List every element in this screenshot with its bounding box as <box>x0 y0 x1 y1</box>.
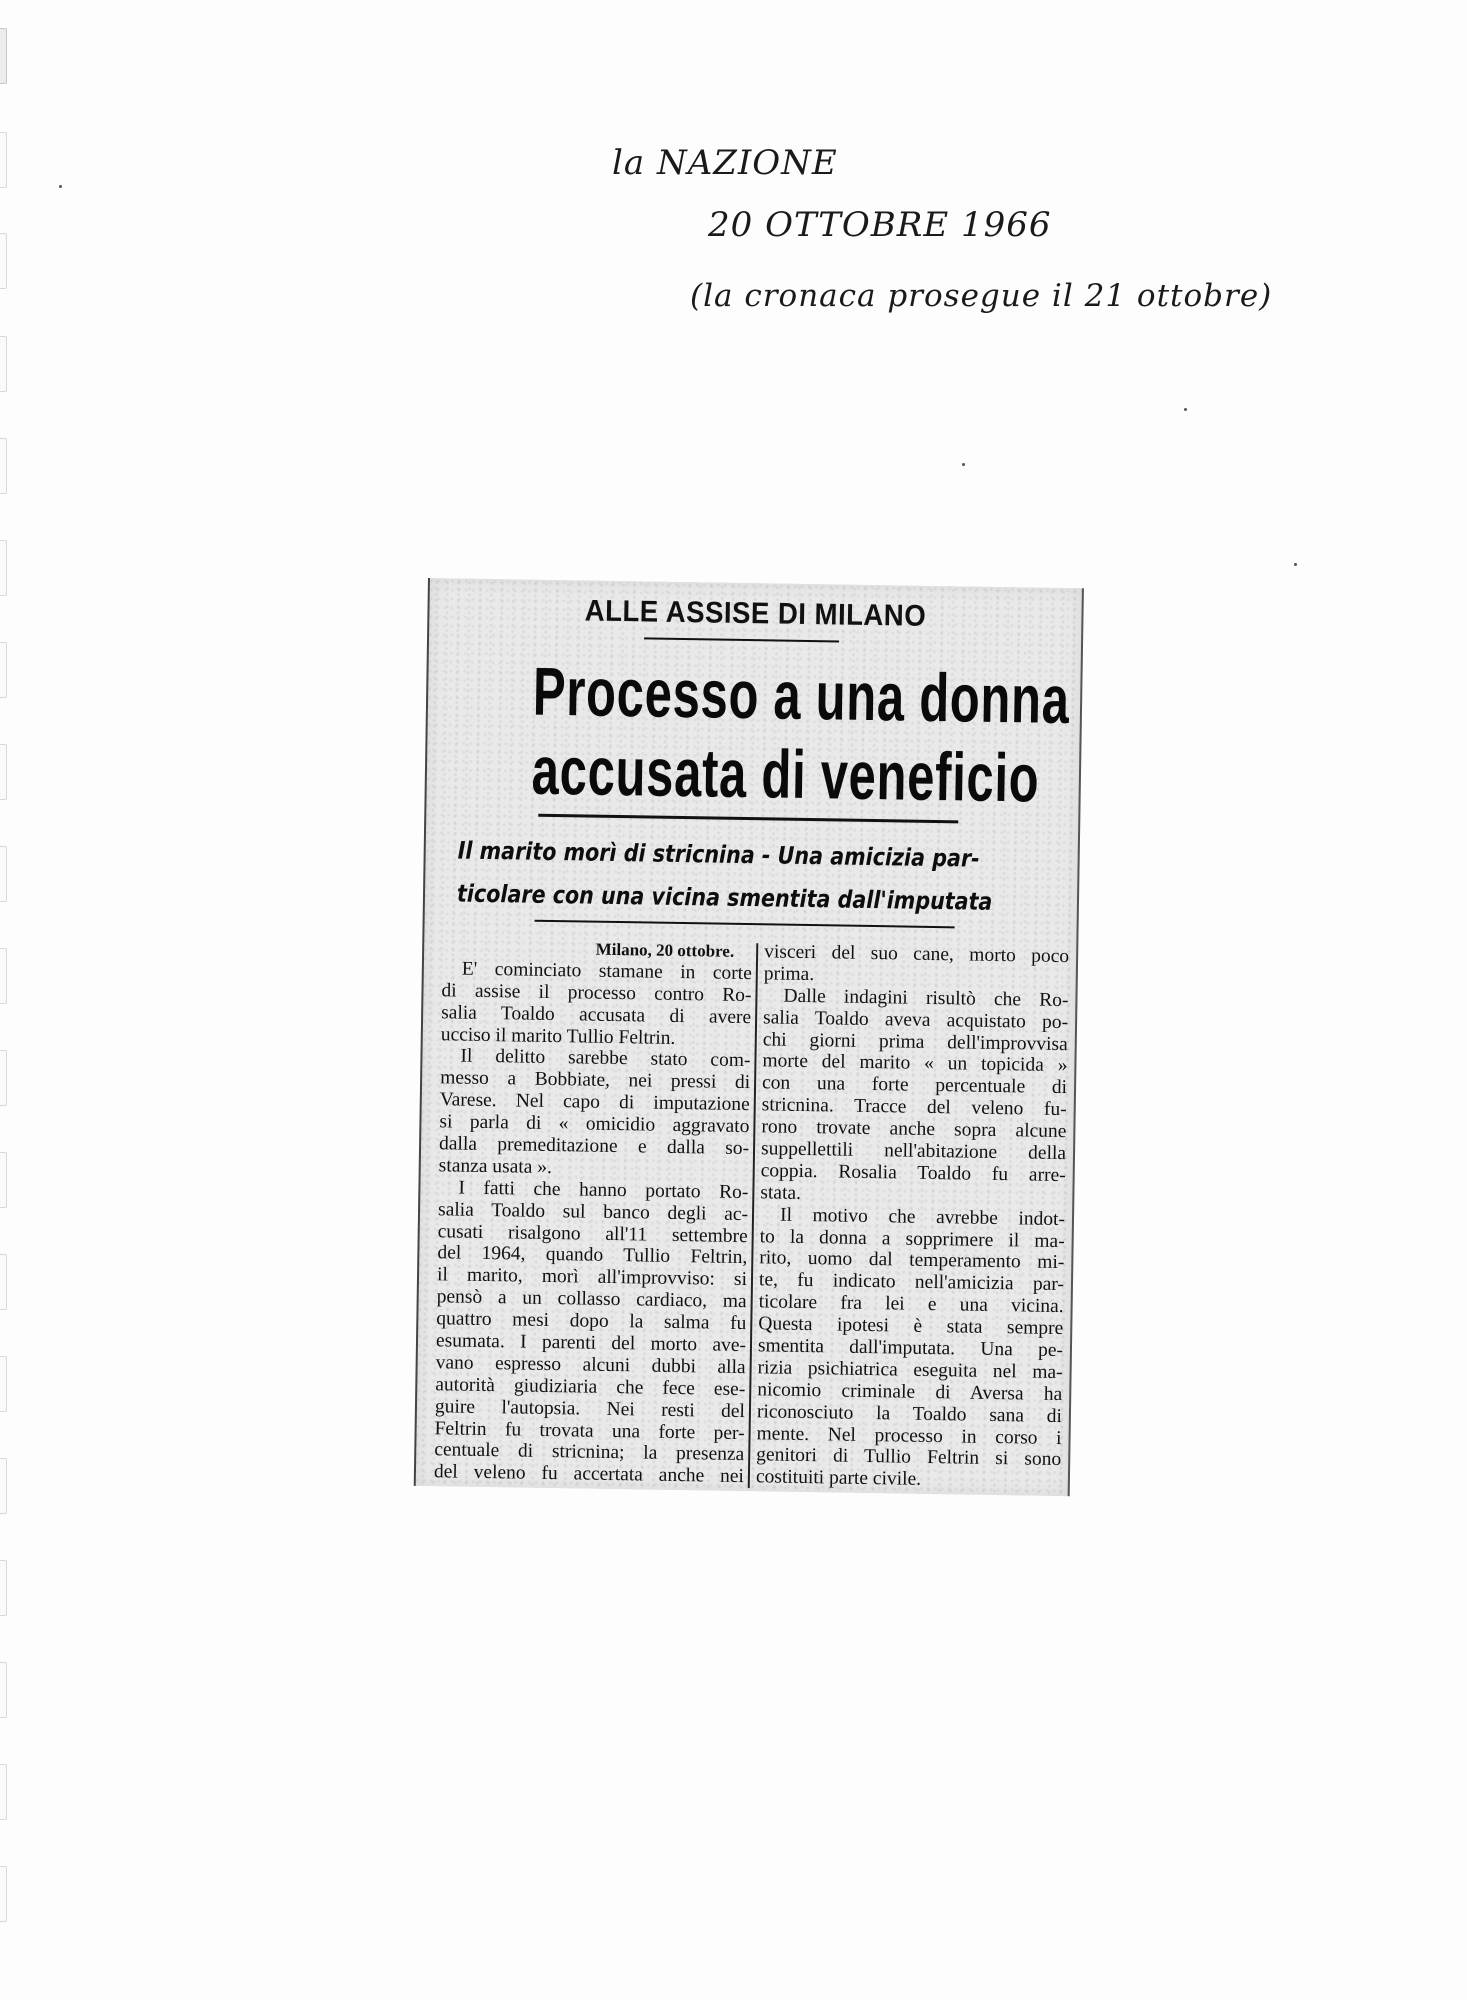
binder-tab <box>0 642 7 698</box>
article-text-line: guire l'autopsia. Nei resti del <box>434 1395 746 1422</box>
binder-tab <box>0 540 7 596</box>
article-text-line: ticolare fra lei e una vicina. <box>758 1291 1064 1318</box>
article-text-line: to la donna a sopprimere il ma- <box>759 1225 1065 1252</box>
article-text-line: messo a Bobbiate, nei pressi di <box>439 1067 751 1094</box>
binder-tab <box>0 438 7 494</box>
article-text-line: stata. <box>760 1182 802 1204</box>
article-text-line: del veleno fu accertata anche nei <box>433 1461 745 1488</box>
article-text-line: I fatti che hanno portato Ro- <box>458 1177 749 1203</box>
article-text-line: si parla di « omicidio aggravato <box>439 1111 750 1138</box>
article-text-line: del 1964, quando Tullio Feltrin, <box>437 1242 748 1269</box>
binder-tab <box>0 28 7 84</box>
article-text-line: Questa ipotesi è stata sempre <box>758 1313 1064 1340</box>
article-text-line: rito, uomo dal temperamento mi- <box>759 1247 1065 1274</box>
article-text-line: E' cominciato stamane in corte <box>461 958 752 985</box>
subhead-line-1: Il marito morì di stricnina - Una amicizia par- <box>457 836 980 873</box>
binder-tab <box>0 948 7 1004</box>
article-text-line: stricnina. Tracce del veleno fu- <box>761 1094 1067 1121</box>
newspaper-clipping <box>414 578 1084 1496</box>
article-text-line: Varese. Nel capo di imputazione <box>439 1089 750 1116</box>
binder-tab <box>0 1458 7 1514</box>
binder-tab <box>0 1356 7 1412</box>
binder-tab <box>0 1764 7 1820</box>
binder-tab <box>0 846 7 902</box>
article-text-line: il marito, morì all'improvviso: si <box>436 1264 748 1291</box>
article-text-line: con una forte percentuale di <box>761 1072 1068 1099</box>
article-text-line: salia Toaldo accusata di avere <box>441 1001 752 1028</box>
article-text-line: pensò a un collasso cardiaco, ma <box>436 1286 747 1313</box>
article-text-line: smentita dall'imputata. Una pe- <box>757 1335 1064 1362</box>
divider-rule <box>538 814 958 824</box>
article-column-left <box>434 936 753 1488</box>
article-text-line: visceri del suo cane, morto poco <box>764 941 1070 968</box>
article-text-line: Feltrin fu trovata una forte per- <box>434 1417 745 1444</box>
article-text-line: te, fu indicato nell'amicizia par- <box>758 1269 1065 1296</box>
headline-line-1: Processo a una donna <box>532 653 1071 739</box>
binder-tab <box>0 1560 7 1616</box>
article-text-line: ucciso il marito Tullio Feltrin. <box>440 1023 676 1049</box>
binder-tab <box>0 132 7 188</box>
article-text-line: prima. <box>763 963 815 986</box>
article-text-line: salia Toaldo sul banco degli ac- <box>437 1198 749 1225</box>
article-text-line: rizia psichiatrica eseguita nel ma- <box>757 1357 1063 1383</box>
article-text-line: chi giorni prima dell'improvvisa <box>762 1028 1068 1055</box>
article-text-line: rono trovate anche sopra alcune <box>761 1116 1067 1143</box>
divider-rule <box>535 920 955 929</box>
article-column-right <box>756 941 1070 1493</box>
article-text-line: salia Toaldo aveva acquistato po- <box>762 1006 1069 1033</box>
dateline: Milano, 20 ottobre. <box>595 939 735 961</box>
article-text-line: Dalle indagini risultò che Ro- <box>783 985 1069 1011</box>
handwritten-date: 20 OTTOBRE 1966 <box>708 205 1052 245</box>
article-text-line: mente. Nel processo in corso i <box>756 1422 1062 1449</box>
article-text-line: suppellettili nell'abitazione della <box>760 1138 1067 1165</box>
article-text-line: morte del marito « un topicida » <box>762 1050 1068 1077</box>
article-kicker: ALLE ASSISE DI MILANO <box>584 594 927 633</box>
handwritten-newspaper-name: la NAZIONE <box>612 143 838 183</box>
binder-tab <box>0 336 7 392</box>
article-text-line: autorità giudiziaria che fece ese- <box>435 1374 746 1400</box>
article-text-line: cusati risalgono all'11 settembre <box>437 1220 748 1247</box>
article-text-line: quattro mesi dopo la salma fu <box>436 1308 747 1335</box>
article-text-line: centuale di stricnina; la presenza <box>434 1439 745 1466</box>
binder-tab <box>0 1662 7 1718</box>
binder-tab <box>0 1254 7 1310</box>
subhead-line-2: ticolare con una vicina smentita dall'imputata <box>456 879 993 916</box>
article-text-line: nicomio criminale di Aversa ha <box>757 1379 1063 1405</box>
dust-speck <box>1184 408 1187 411</box>
article-text-line: stanza usata ». <box>438 1155 553 1178</box>
article-text-line: esumata. I parenti del morto ave- <box>435 1330 747 1357</box>
article-text-line: dalla premeditazione e dalla so- <box>438 1133 750 1160</box>
divider-rule <box>644 637 839 642</box>
article-text-line: coppia. Rosalia Toaldo fu arre- <box>760 1160 1066 1186</box>
dust-speck <box>1294 563 1297 566</box>
article-text-line: di assise il processo contro Ro- <box>441 980 752 1006</box>
article-text-line: Il delitto sarebbe stato com- <box>460 1046 751 1072</box>
binder-tab <box>0 744 7 800</box>
binder-tab <box>0 233 7 289</box>
binder-tab <box>0 1866 7 1922</box>
dust-speck <box>59 185 62 188</box>
article-text-line: genitori di Tullio Feltrin si sono <box>756 1444 1062 1471</box>
article-text-line: costituiti parte civile. <box>755 1466 922 1491</box>
binder-tab <box>0 1152 7 1208</box>
article-text-line: Il motivo che avrebbe indot- <box>779 1204 1066 1230</box>
dust-speck <box>962 463 965 466</box>
article-text-line: riconosciuto la Toaldo sana di <box>756 1400 1063 1427</box>
article-text-line: vano espresso alcuni dubbi alla <box>435 1352 746 1379</box>
binder-tab <box>0 1050 7 1106</box>
handwritten-note: (la cronaca prosegue il 21 ottobre) <box>690 278 1273 314</box>
headline-line-2: accusata di veneficio <box>531 732 1040 817</box>
